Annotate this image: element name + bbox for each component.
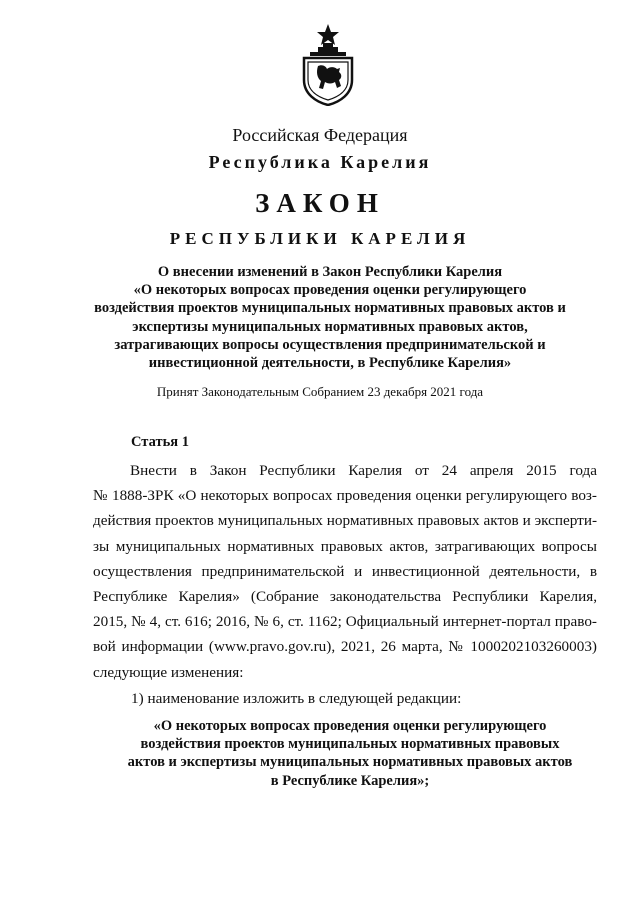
title-line: затрагивающих вопросы осуществления предпринимательской и (114, 336, 546, 353)
document-type: ЗАКОН (255, 188, 385, 218)
paragraph-line: осуществления предпринимательской и инвестиционной деятельности, в (93, 562, 597, 580)
paragraph-line: 2015, № 4, ст. 616; 2016, № 6, ст. 1162; Официальный интернет-портал право- (93, 613, 597, 631)
article-paragraph (93, 458, 597, 685)
article-heading: Статья 1 (131, 434, 189, 450)
star-icon (317, 24, 339, 45)
quote-line: воздействия проектов муниципальных нормативных правовых (140, 736, 560, 753)
quoted-title (100, 717, 600, 790)
country-name: Российская Федерация (232, 125, 408, 145)
title-line: воздействия проектов муниципальных нормативных правовых актов и (94, 300, 566, 317)
republic-name: Республика Карелия (208, 152, 432, 172)
paragraph-line: следующие изменения: (93, 663, 244, 681)
title-line: инвестиционной деятельности, в Республике Карелия» (148, 355, 512, 372)
issuer-name: РЕСПУБЛИКИ КАРЕЛИЯ (169, 229, 471, 248)
paragraph-line: действия проектов муниципальных нормативных правовых актов и эксперти- (93, 512, 597, 530)
quote-line: «О некоторых вопросах проведения оценки регулирующего (153, 718, 547, 734)
title-line: «О некоторых вопросах проведения оценки регулирующего (133, 282, 527, 299)
paragraph-line: № 1888-ЗРК «О некоторых вопросах проведения оценки регулирующего воз- (93, 487, 597, 505)
quote-line: в Республике Карелия»; (270, 772, 430, 789)
paragraph-line: зы муниципальных нормативных правовых актов, затрагивающих вопросы (93, 537, 597, 555)
adoption-date: Принят Законодательным Собранием 23 декабря 2021 года (156, 384, 484, 399)
title-line: экспертизы муниципальных нормативных правовых актов, (132, 318, 528, 335)
title-line: О внесении изменений в Закон Республики Карелия (157, 264, 503, 280)
law-title (60, 263, 600, 372)
paragraph-line: Республике Карелия» (Собрание законодательства Республики Карелия, (93, 587, 597, 605)
coat-of-arms-emblem (296, 22, 360, 106)
paragraph-line: вой информации (www.pravo.gov.ru), 2021, 26 марта, № 1000202103260003) (93, 638, 597, 656)
paragraph-line: Внести в Закон Республики Карелия от 24 апреля 2015 года (130, 462, 597, 479)
quote-line: актов и экспертизы муниципальных нормативных правовых актов (127, 754, 573, 771)
list-item: 1) наименование изложить в следующей редакции: (131, 690, 462, 707)
